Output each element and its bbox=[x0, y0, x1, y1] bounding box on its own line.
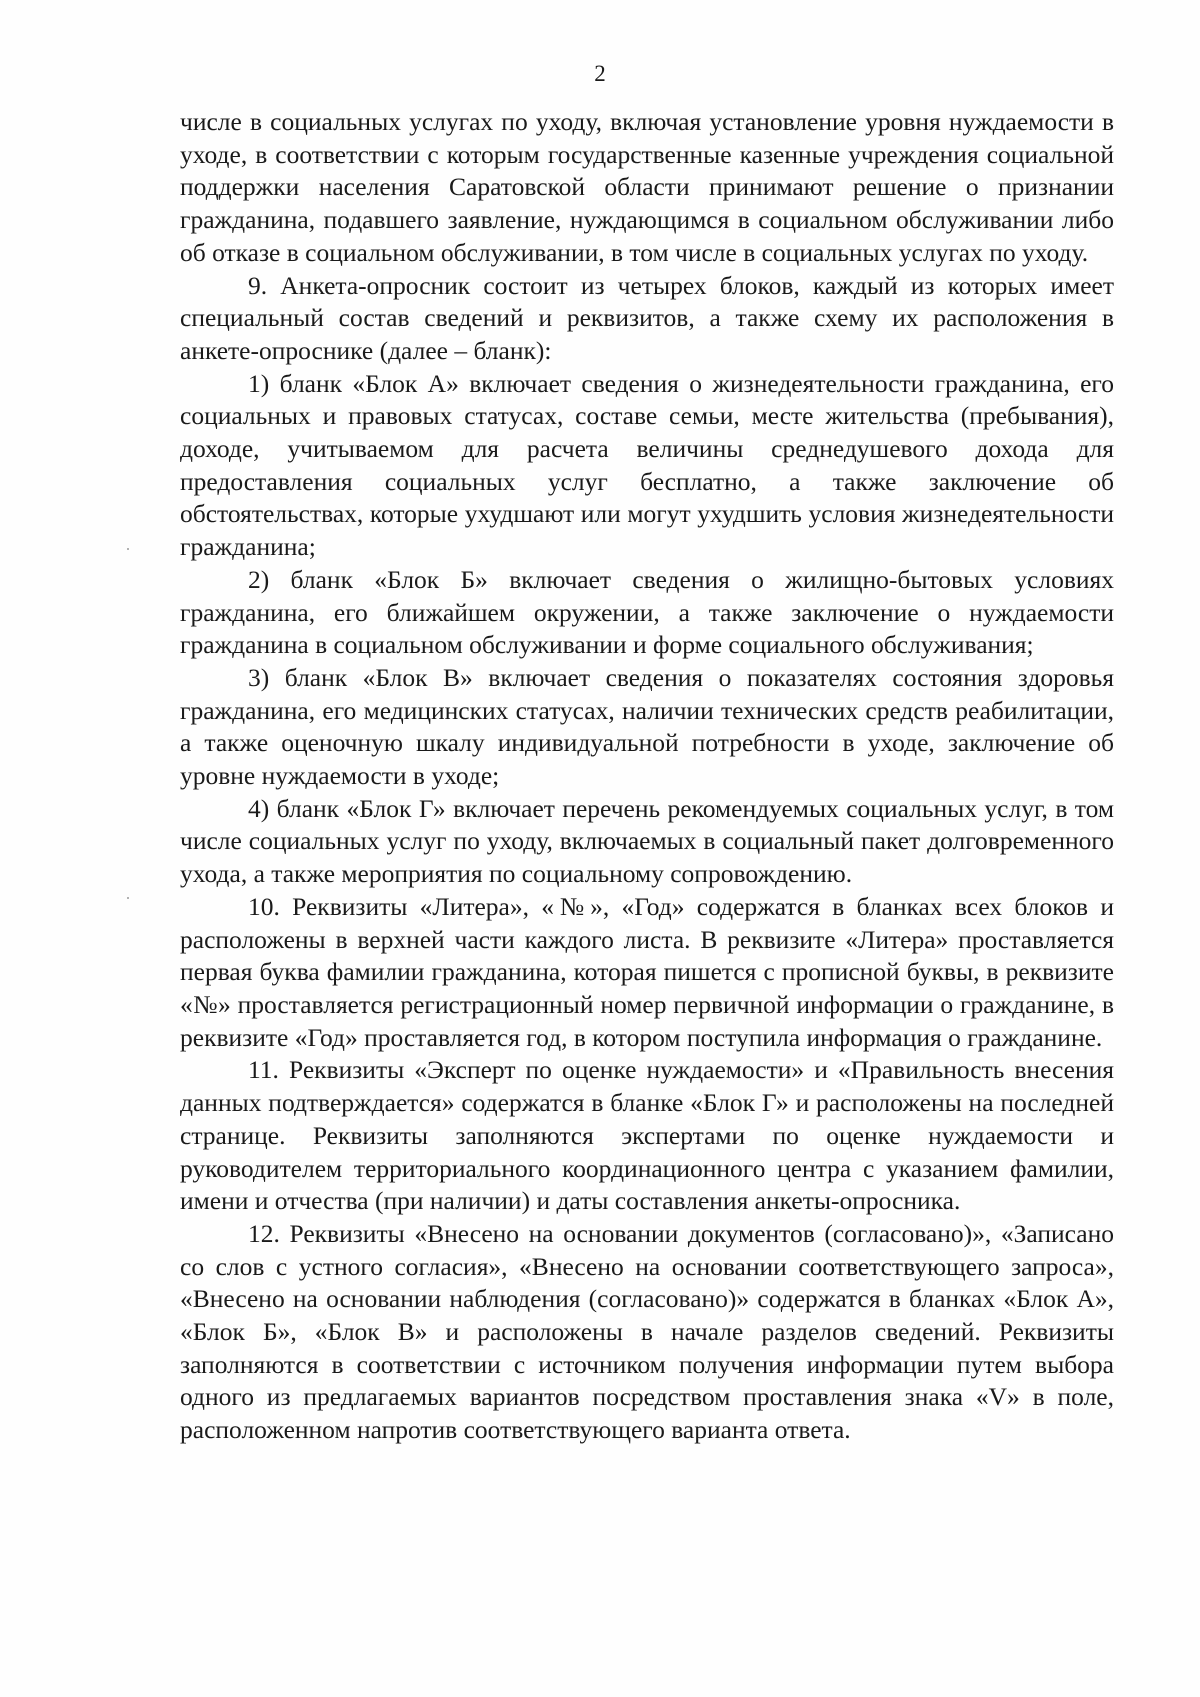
paragraph-9-item-3: 3) бланк «Блок В» включает сведения о показателях состояния здоровья гражданина, его медицинских статусах, наличии технических средств реабилитации, а также оценочную шкалу индивидуальной потребности в уходе, заключение об уровне нуждаемости в уходе; bbox=[180, 662, 1114, 791]
scan-speck bbox=[127, 897, 129, 899]
paragraph-continuation: числе в социальных услугах по уходу, включая установление уровня нуждаемости в уходе, в соответствии с которым государственные казенные учреждения социальной поддержки населения Саратовской области принимают решение о признании гражданина, подавшего заявление, нуждающимся в социальном обслуживании либо об отказе в социальном обслуживании, в том числе в социальных услугах по уходу. bbox=[180, 107, 1114, 267]
paragraph-9: 9. Анкета-опросник состоит из четырех блоков, каждый из которых имеет специальный состав сведений и реквизитов, а также схему их расположения в анкете-опроснике (далее – бланк): bbox=[180, 270, 1114, 365]
paragraph-11: 11. Реквизиты «Эксперт по оценке нуждаемости» и «Правильность внесения данных подтверждается» содержатся в бланке «Блок Г» и расположены на последней странице. Реквизиты заполняются экспертами по оценке нуждаемости и руководителем территориального координационного центра с указанием фамилии, имени и отчества (при наличии) и даты составления анкеты-опросника. bbox=[180, 1055, 1114, 1216]
paragraph-9-item-1: 1) бланк «Блок А» включает сведения о жизнедеятельности гражданина, его социальных и правовых статусах, составе семьи, месте жительства (пребывания), доходе, учитываемом для расчета величины среднедушевого дохода для предоставления социальных услуг бесплатно, а также заключение об обстоятельствах, которые ухудшают или могут ухудшить условия жизнедеятельности гражданина; bbox=[180, 368, 1114, 562]
paragraph-9-item-4: 4) бланк «Блок Г» включает перечень рекомендуемых социальных услуг, в том числе социальных услуг по уходу, включаемых в социальный пакет долговременного ухода, а также мероприятия по социальному сопровождению. bbox=[180, 793, 1114, 889]
paragraph-10: 10. Реквизиты «Литера», «№», «Год» содержатся в бланках всех блоков и расположены в верхней части каждого листа. В реквизите «Литера» проставляется первая буква фамилии гражданина, которая пишется с прописной буквы, в реквизите «№» проставляется регистрационный номер первичной информации о гражданине, в реквизите «Год» проставляется год, в котором поступила информация о гражданине. bbox=[180, 891, 1114, 1052]
page-number: 2 bbox=[594, 61, 606, 86]
paragraph-9-item-2: 2) бланк «Блок Б» включает сведения о жилищно-бытовых условиях гражданина, его ближайшем окружении, а также заключение о нуждаемости гражданина в социальном обслуживании и форме социального обслуживания; bbox=[180, 564, 1114, 660]
scan-speck bbox=[127, 548, 129, 550]
paragraph-12: 12. Реквизиты «Внесено на основании документов (согласовано)», «Записано со слов с устного согласия», «Внесено на основании соответствующего запроса», «Внесено на основании наблюдения (согласовано)» содержатся в бланках «Блок А», «Блок Б», «Блок В» и расположены в начале разделов сведений. Реквизиты заполняются в соответствии с источником получения информации путем выбора одного из предлагаемых вариантов посредством проставления знака «V» в поле, расположенном напротив соответствующего варианта ответа. bbox=[180, 1218, 1114, 1445]
document-body bbox=[180, 106, 1114, 1447]
